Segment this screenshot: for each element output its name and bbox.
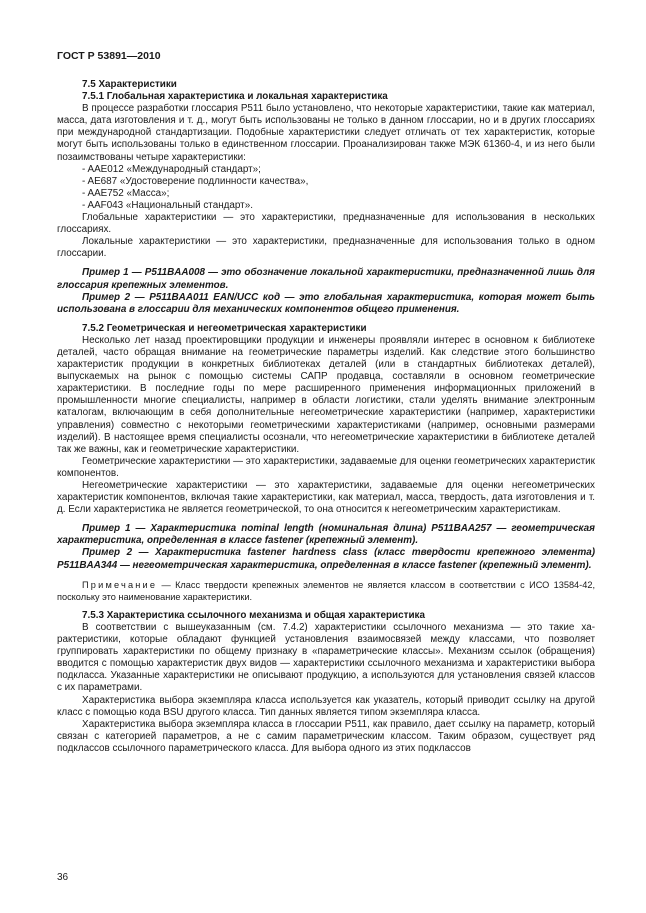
page-number: 36 <box>57 872 69 883</box>
page-body <box>57 79 595 755</box>
document-code: ГОСТ Р 53891—2010 <box>57 50 161 62</box>
example: Пример 1 — P511BAA008 — это обозначение локальной характеристики, предназначенной лишь для глоссария крепежных элементов. <box>57 267 595 291</box>
subsection-title: 7.5.1 Глобальная характеристика и локальная характеристика <box>82 91 388 103</box>
subsection-title: 7.5.3 Характеристика ссылочного механизма и общая характеристика <box>82 609 425 621</box>
list-item: - AE687 «Удостоверение подлинности качества», <box>82 175 309 187</box>
paragraph: Негеометрические характеристики — это характеристики, задаваемые для оценки негеометрических характеристик компонентов, включая такие характеристики, как материал, масса, твердость, дата изготовления и т. д. Если характеристика не является геометрической, то она относится к негеометрическим характеристикам. <box>57 480 595 516</box>
example: Пример 2 — Характеристика fastener hardness class (класс твердости крепежного элемента) P511BAA344 — негеометрическая характеристика, определенная в классе fastener (крепежный элемент). <box>57 547 595 571</box>
paragraph: В процессе разработки глоссария P511 было установлено, что некоторые характеристики, такие как материал, масса, дата изготовления и т. д., могут быть использованы не только в данном глоссарии, но и в других глоссариях при международной стандартизации. Подобные характеристики следует отличать от тех характеристик, которые могут быть использованы только в единственном глоссарии. Проанализирован также МЭК 61360-4, и из него были позаимствованы четыре характеристики: <box>57 103 595 163</box>
paragraph: Глобальные характеристики — это характеристики, предназначенные для использования в нескольких глоссариях. <box>57 212 595 236</box>
note-text: — Класс твердости крепежных элементов не является классом в соответствии с ИСО 13584-42, поскольку это наименование характеристики. <box>57 579 595 602</box>
paragraph: Несколько лет назад проектировщики продукции и инженеры проявляли интерес в основном к библиотеке деталей, часто обращая внимание на геометрические параметры изделий. Как следствие этого большинство характеристик продукции в конкретных библиотеках деталей (или в стандартных библиотеках деталей), выпускаемых на рынок с помощью системы САПР продавца, составляли в основном геометрические характеристики. В последние годы по мере расширенного применения информационных приложений в промышленности многие специалисты, например в области логистики, стали уделять внимание электронным каталогам, включающим в себя дополнительные негеометрические характеристики (например, характеристики управления) совместно с некоторыми геометрическими характеристиками (например, основными размерами изделий). В настоящее время специалисты осознали, что негеометрические характеристики в библиотеке деталей так же важны, как и геометрические характеристики. <box>57 334 595 455</box>
paragraph: Характеристика выбора экземпляра класса в глоссарии P511, как правило, дает ссылку на параметр, который связан с категорией параметров, а не с самим параметрическим классом. Таким образом, существует ряд подклассов ссылочного параметрического класса. Для выбора одного из этих подклассов <box>57 718 595 754</box>
note <box>57 579 595 603</box>
example: Пример 2 — P511BAA011 EAN/UCC код — это глобальная характеристика, которая может быть использована в глоссарии для механических компонентов общего применения. <box>57 291 595 315</box>
paragraph: Локальные характеристики — это характеристики, предназначенные для использования только в одном глоссарии. <box>57 236 595 260</box>
list-item: - AAF043 «Национальный стандарт». <box>82 199 253 211</box>
paragraph: Характеристика выбора экземпляра класса используется как указатель, который приводит ссылку на другой класс с помощью кода BSU другого класса. Тип данных является типом экземпляра класса. <box>57 694 595 718</box>
example: Пример 1 — Характеристика nominal length (номинальная длина) P511BAA257 — геометрическая характеристика, определенная в классе fastener (крепежный элемент). <box>57 523 595 547</box>
subsection-title: 7.5.2 Геометрическая и негеометрическая характеристики <box>82 322 367 334</box>
paragraph: В соответствии с вышеуказанным (см. 7.4.2) характеристики ссылочного механизма — это такие характеристики, которые обладают функцией установления взаимосвязей между классами, что позволяет группировать характеристики по общему признаку в «параметрические классы». Механизм ссылок (обращения) вводится с помощью характеристик двух видов — характеристики ссылочного механизма и характеристики выбора подкласса. Указанные характеристики не описывают продукцию, а используются для установления связей классов с их параметрами. <box>57 621 595 694</box>
paragraph: Геометрические характеристики — это характеристики, задаваемые для оценки геометрических характеристик компонентов. <box>57 455 595 479</box>
section-title: 7.5 Характеристики <box>82 79 177 90</box>
note-label: Примечание <box>82 579 158 590</box>
list-item: - AAE012 «Международный стандарт»; <box>82 163 261 175</box>
list-item: - AAE752 «Масса»; <box>82 187 170 199</box>
